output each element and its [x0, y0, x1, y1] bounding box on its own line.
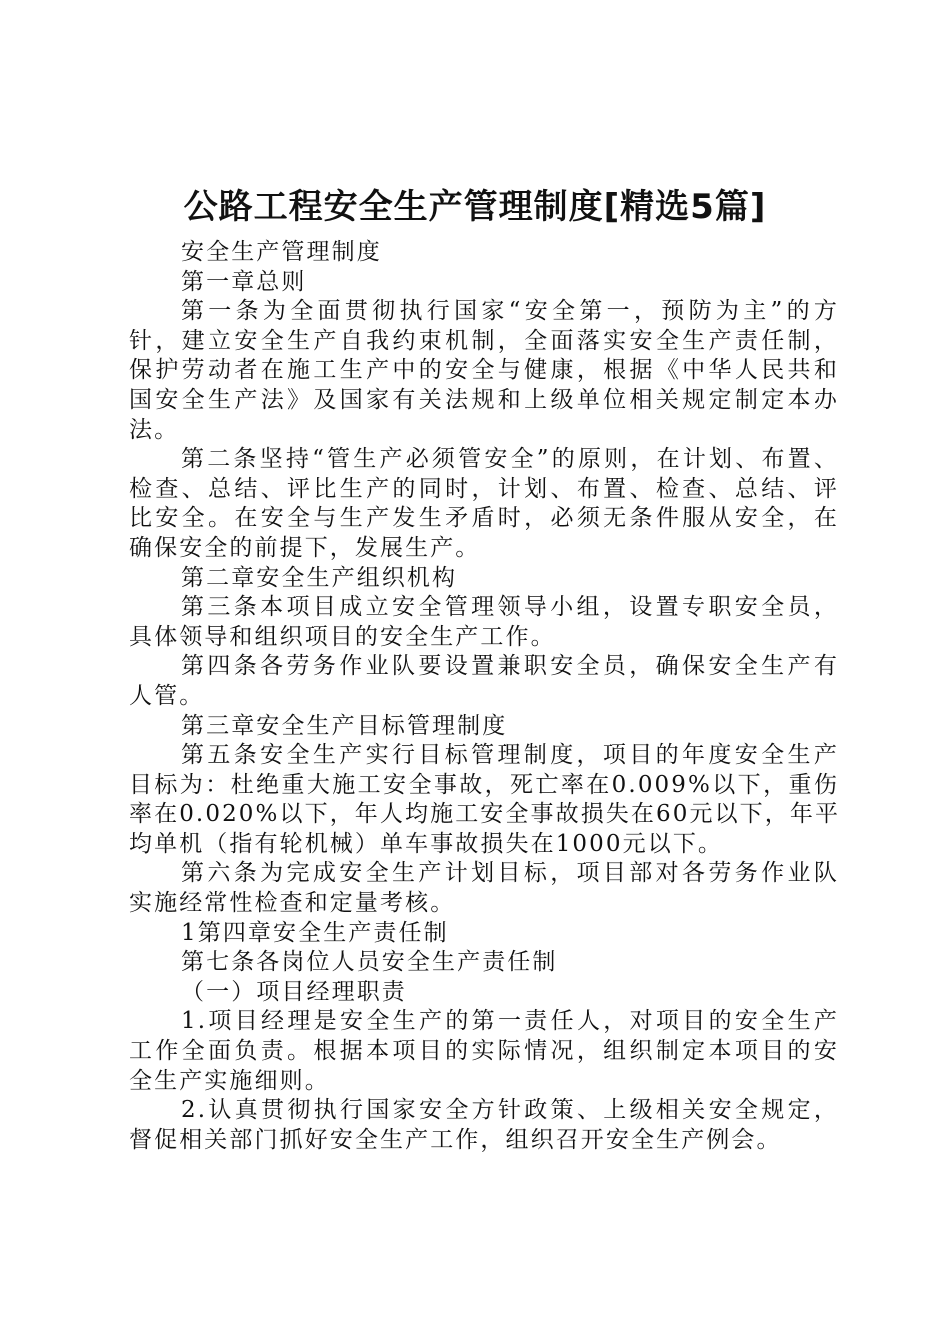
body-line: （一）项目经理职责 — [181, 978, 407, 1005]
body-line: 实施经常性检查和定量考核。 — [129, 890, 456, 917]
body-line: 工作全面负责。根据本项目的实际情况，组织制定本项目的安 — [129, 1038, 839, 1065]
body-line: 督促相关部门抓好安全生产工作，组织召开安全生产例会。 — [129, 1126, 782, 1153]
body-line: 比安全。在安全与生产发生矛盾时，必须无条件服从安全，在 — [129, 505, 839, 532]
body-line: 全生产实施细则。 — [129, 1067, 330, 1094]
document-body — [129, 238, 839, 1155]
body-line: 确保安全的前提下，发展生产。 — [129, 534, 481, 561]
body-line: 第一条为全面贯彻执行国家“安全第一，预防为主”的方 — [181, 298, 839, 325]
body-line: 保护劳动者在施工生产中的安全与健康，根据《中华人民共和 — [129, 357, 839, 384]
body-line: 国安全生产法》及国家有关法规和上级单位相关规定制定本办 — [129, 386, 839, 413]
body-line: 检查、总结、评比生产的同时，计划、布置、检查、总结、评 — [129, 475, 839, 502]
body-line: 第二条坚持“管生产必须管安全”的原则，在计划、布置、 — [181, 446, 839, 473]
body-line: 第三章安全生产目标管理制度 — [181, 712, 508, 739]
body-line: 具体领导和组织项目的安全生产工作。 — [129, 623, 556, 650]
body-line: 第七条各岗位人员安全生产责任制 — [181, 949, 558, 976]
body-line: 第二章安全生产组织机构 — [181, 564, 458, 591]
body-line: 率在0.020%以下，年人均施工安全事故损失在60元以下，年平 — [129, 801, 841, 828]
body-line: 均单机（指有轮机械）单车事故损失在1000元以下。 — [129, 830, 724, 857]
body-line: 1.项目经理是安全生产的第一责任人，对项目的安全生产 — [181, 1008, 839, 1035]
body-line: 人管。 — [129, 682, 205, 709]
body-line: 第一章总则 — [181, 268, 307, 295]
body-line: 目标为：杜绝重大施工安全事故，死亡率在0.009%以下，重伤 — [129, 771, 839, 798]
body-line: 第五条安全生产实行目标管理制度，项目的年度安全生产 — [181, 742, 839, 769]
body-line: 针，建立安全生产自我约束机制，全面落实安全生产责任制， — [129, 327, 839, 354]
body-line: 安全生产管理制度 — [181, 239, 382, 265]
body-line: 第四条各劳务作业队要设置兼职安全员，确保安全生产有 — [181, 653, 839, 680]
body-line: 第六条为完成安全生产计划目标，项目部对各劳务作业队 — [181, 860, 839, 887]
body-line: 法。 — [129, 416, 180, 443]
document-title: 公路工程安全生产管理制度[精选5篇] — [183, 187, 767, 227]
body-line: 1第四章安全生产责任制 — [181, 919, 449, 946]
body-line: 2.认真贯彻执行国家安全方针政策、上级相关安全规定， — [181, 1097, 839, 1124]
body-line: 第三条本项目成立安全管理领导小组，设置专职安全员， — [181, 594, 839, 621]
